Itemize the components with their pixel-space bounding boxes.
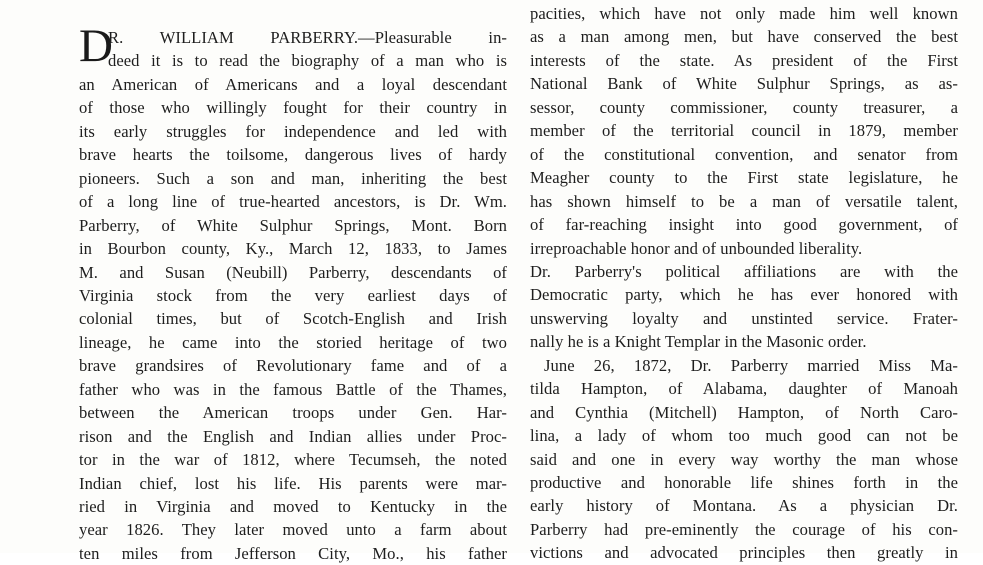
- text-line: Indian chief, lost his life. His parents were mar-: [79, 473, 507, 493]
- text-line: between the American troops under Gen. Har-: [79, 403, 507, 423]
- text-line: brave grandsires of Revolutionary fame and of a: [79, 356, 507, 376]
- text-line: Parberry had pre-eminently the courage of his con-: [530, 519, 958, 539]
- text-line: member of the territorial council in 1879, member: [530, 121, 958, 141]
- text-line: interests of the state. As president of the First: [530, 50, 958, 70]
- text-line: lina, a lady of whom too much good can not be: [530, 426, 958, 446]
- text-line: year 1826. They later moved unto a farm about: [79, 520, 507, 540]
- text-line: of the constitutional convention, and senator from: [530, 144, 958, 164]
- text-line: and Cynthia (Mitchell) Hampton, of North Caro-: [530, 402, 958, 422]
- text-line: Parberry, of White Sulphur Springs, Mont. Born: [79, 215, 507, 235]
- text-line: as a man among men, but have conserved the best: [530, 27, 958, 47]
- text-line: deed it is to read the biography of a man who is: [108, 51, 507, 71]
- text-line: R. WILLIAM PARBERRY.—Pleasurable in-: [108, 28, 507, 47]
- text-line: of far-reaching insight into good government, of: [530, 215, 958, 235]
- text-line: Meagher county to the First state legislature, he: [530, 168, 958, 188]
- text-line: June 26, 1872, Dr. Parberry married Miss Ma-: [544, 355, 958, 375]
- text-line: brave hearts the toilsome, dangerous lives of hardy: [79, 145, 507, 165]
- text-line: tilda Hampton, of Alabama, daughter of Manoah: [530, 379, 958, 399]
- text-line: Democratic party, which he has ever honored with: [530, 285, 958, 305]
- text-line: Dr. Parberry's political affiliations are with the: [530, 261, 958, 281]
- text-line: in Bourbon county, Ky., March 12, 1833, to James: [79, 239, 507, 259]
- text-line: victions and advocated principles then greatly in: [530, 543, 958, 563]
- text-line: of a long line of true-hearted ancestors, is Dr. Wm.: [79, 192, 507, 212]
- text-line: early history of Montana. As a physician Dr.: [530, 496, 958, 516]
- text-line: irreproachable honor and of unbounded liberality.: [530, 238, 863, 258]
- text-line: ried in Virginia and moved to Kentucky in the: [79, 497, 507, 516]
- text-line: productive and honorable life shines forth in the: [530, 473, 958, 492]
- text-line: rison and the English and Indian allies under Proc-: [79, 426, 507, 446]
- text-line: unswerving loyalty and unstinted service. Frater-: [530, 308, 958, 328]
- text-line: Virginia stock from the very earliest days of: [79, 285, 507, 305]
- text-line: its early struggles for independence and led with: [79, 121, 507, 141]
- drop-cap: D: [79, 20, 113, 72]
- text-line: National Bank of White Sulphur Springs, as as-: [530, 74, 958, 94]
- text-line: sessor, county commissioner, county treasurer, a: [530, 97, 958, 117]
- text-line: an American of Americans and a loyal descendant: [79, 74, 507, 94]
- text-line: lineage, he came into the storied heritage of two: [79, 332, 507, 352]
- text-line: colonial times, but of Scotch-English and Irish: [79, 309, 507, 329]
- text-line: of those who willingly fought for their country in: [79, 98, 507, 118]
- text-line: pacities, which have not only made him well known: [530, 4, 958, 23]
- text-line: said and one in every way worthy the man whose: [530, 449, 958, 469]
- text-line: M. and Susan (Neubill) Parberry, descendants of: [79, 262, 507, 282]
- text-line: ten miles from Jefferson City, Mo., his father: [79, 543, 507, 563]
- text-line: tor in the war of 1812, where Tecumseh, the noted: [79, 450, 507, 470]
- text-line: pioneers. Such a son and man, inheriting the best: [79, 168, 507, 188]
- text-line: father who was in the famous Battle of the Thames,: [79, 379, 507, 399]
- text-line: nally he is a Knight Templar in the Masonic order.: [530, 332, 867, 352]
- text-line: has shown himself to be a man of versatile talent,: [530, 191, 958, 211]
